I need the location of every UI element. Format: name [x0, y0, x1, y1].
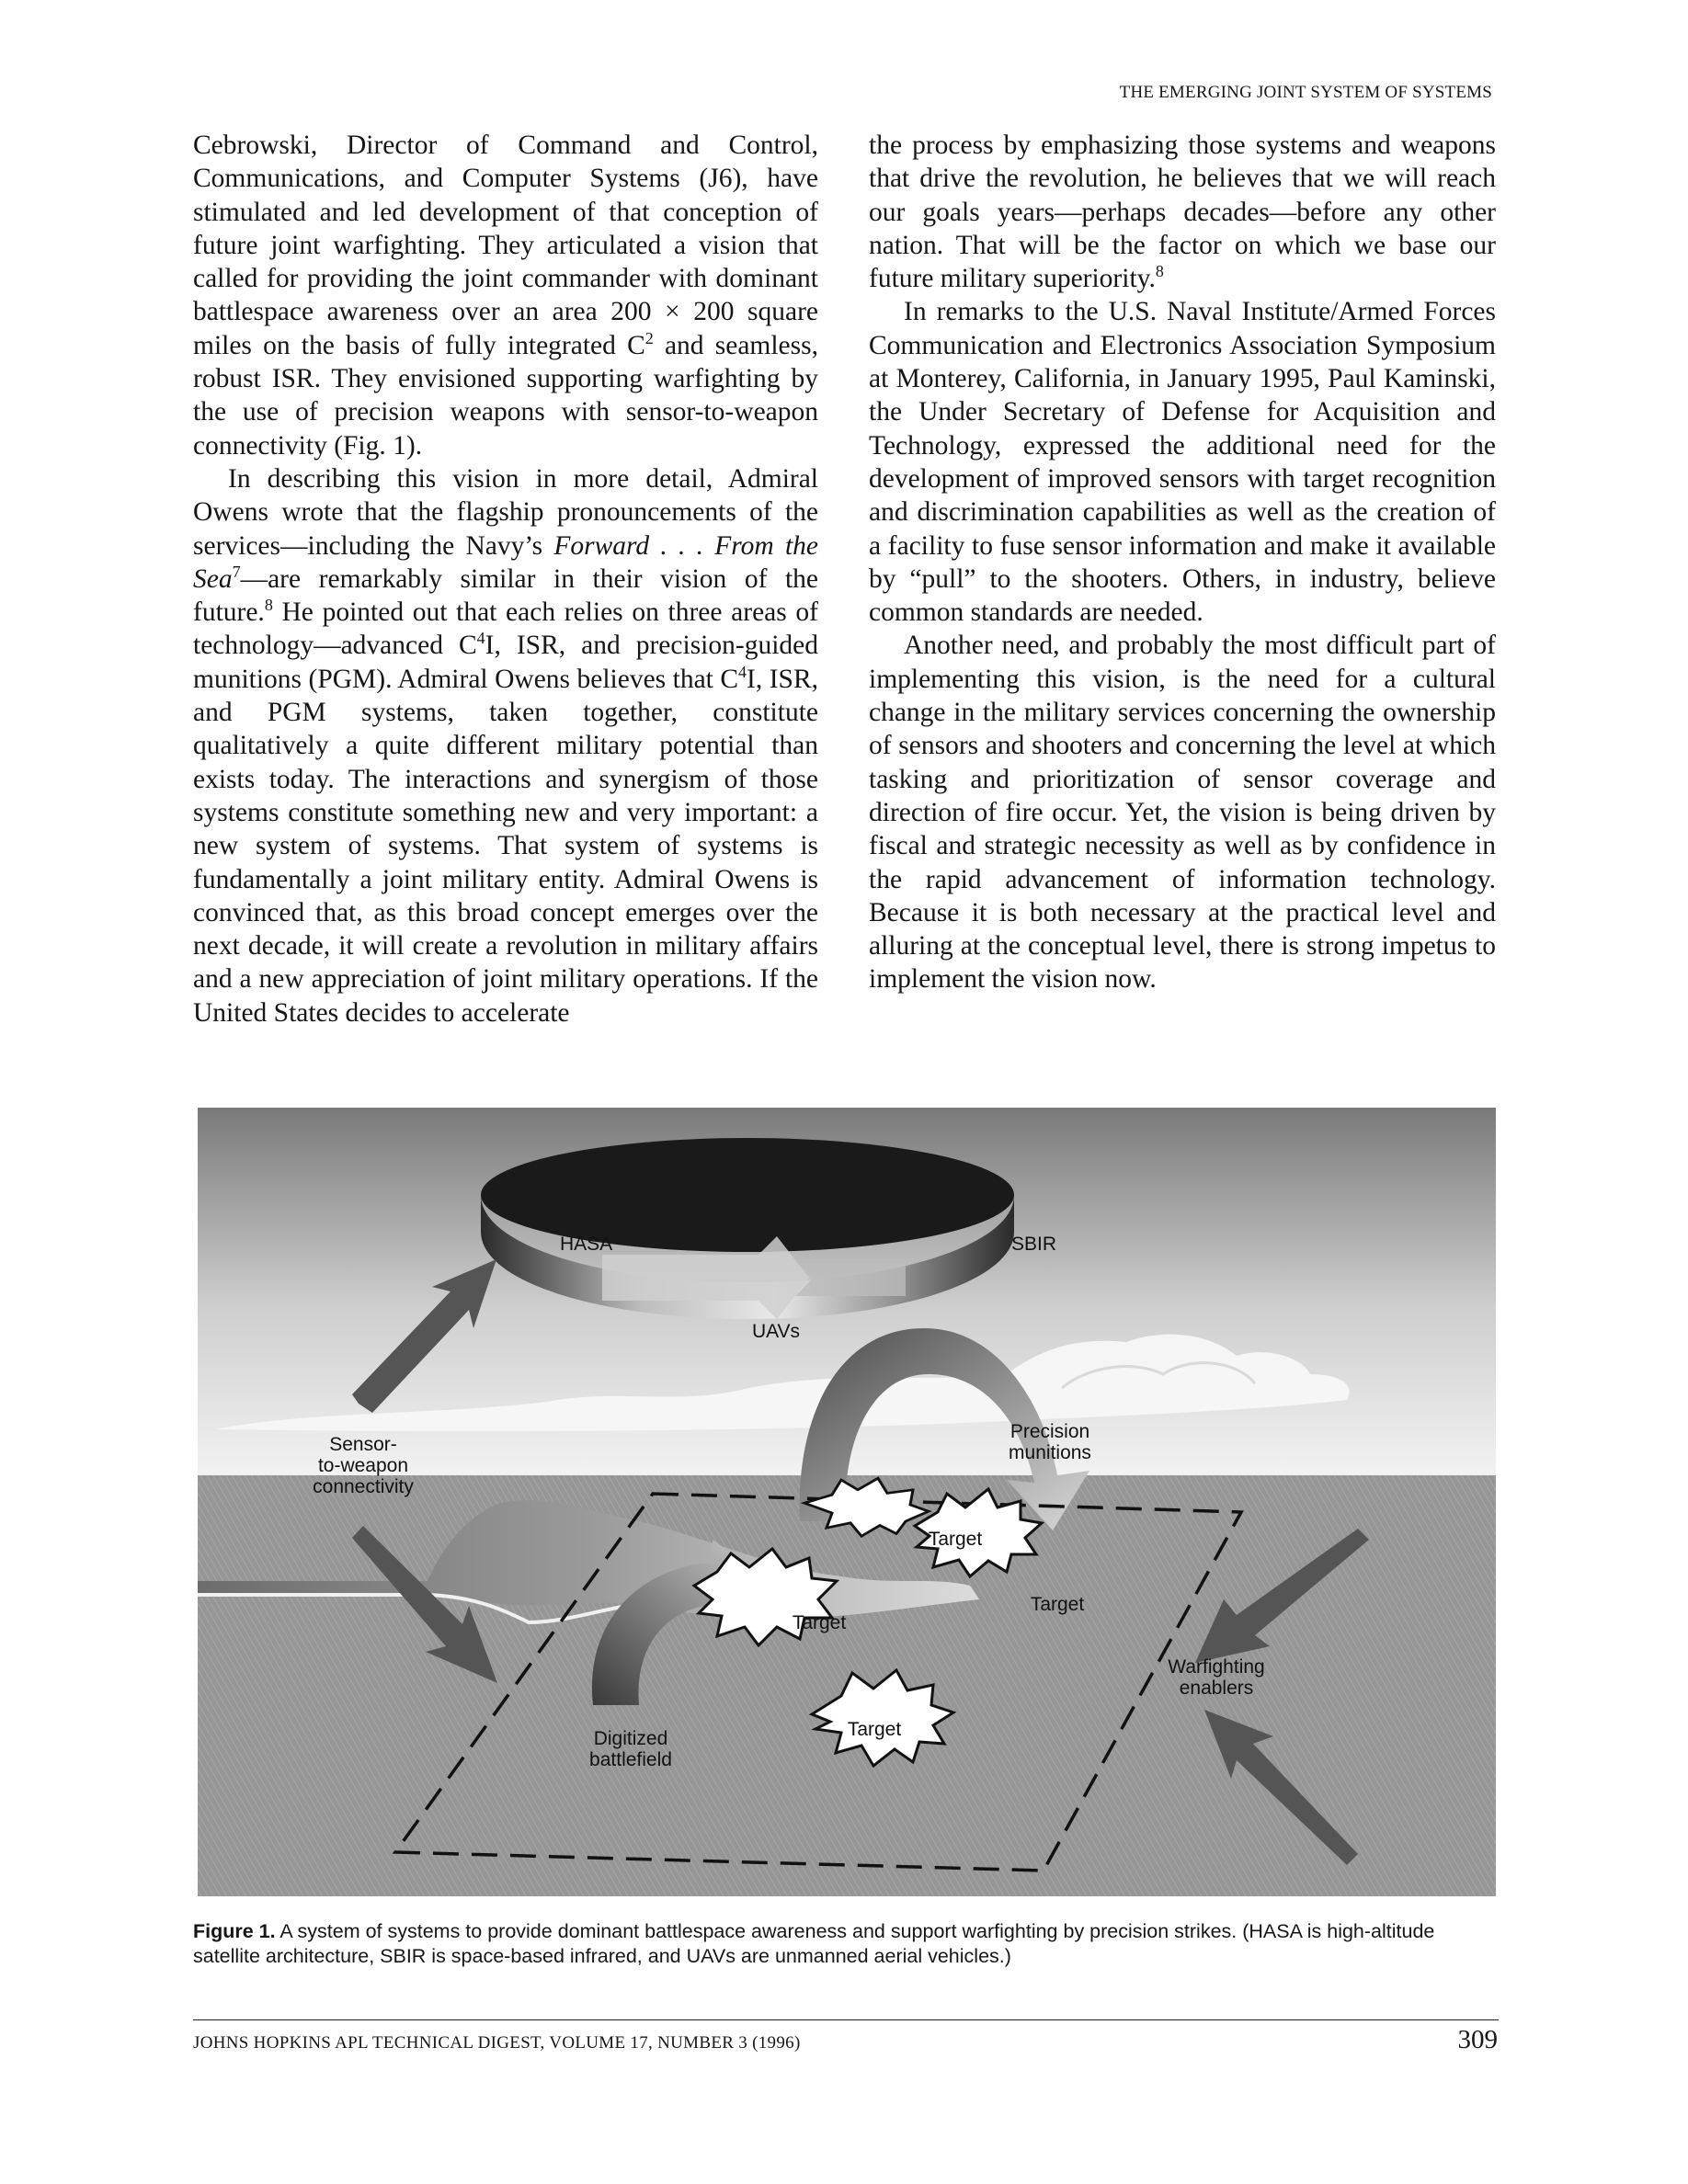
page-number: 309 — [1457, 2025, 1498, 2054]
label-precision-1: Precision — [1009, 1421, 1090, 1442]
label-warfighting-1: Warfighting — [1168, 1656, 1265, 1678]
right-paragraph-2: In remarks to the U.S. Naval Institute/Armed Forces Communication and Electronics Association Symposium at Monterey, California, in January 1995, Paul Kaminski, the Under Secretary of Defense for Acquisition and Technology, expressed the additional need for the development of improved sensors with target recognition and discrimination capabilities as well as the creation of a facility to fuse sensor information and make it available by “pull” to the shooters. Others, in industry, believe common standards are needed. — [869, 297, 1496, 628]
left-paragraph-1: Cebrowski, Director of Command and Control, Communications, and Computer Systems (J6), have stimulated and led development of that conception of future joint warfighting. They articulated a vision that called for providing the joint commander with dominant battlespace awareness over an area 200 × 200 square miles on the basis of fully integrated $C^2$ and seamless, robust ISR. They envisioned supporting warfighting by the use of precision weapons with sensor-to-weapon connectivity (Fig. 1). — [193, 131, 818, 461]
left-paragraph-2: In describing this vision in more detail, Admiral Owens wrote that the flagship pronouncements of the services—including the Navy’s Forward . . . From the Sea$^7$—are remarkably similar in their vision of the future.$^8$ He pointed out that each relies on three areas of technology—advanced $C^4I$, ISR, and precision-guided munitions (PGM). Admiral Owens believes that $C^4I$, ISR, and PGM systems, taken together, constitute qualitatively a quite different military potential than exists today. The interactions and synergism of those systems constitute something new and very important: a new system of systems. That system of systems is fundamentally a joint military entity. Admiral Owens is convinced that, as this broad concept emerges over the next decade, it will create a revolution in military affairs and a new appreciation of joint military operations. If the United States decides to accelerate — [193, 463, 819, 1028]
label-target-1: Target — [928, 1529, 983, 1550]
running-head: THE EMERGING JOINT SYSTEM OF SYSTEMS — [1119, 83, 1492, 102]
label-hasa: HASA — [560, 1234, 613, 1255]
label-target-4: Target — [847, 1719, 902, 1740]
label-target-2: Target — [1030, 1594, 1085, 1615]
left-column — [193, 129, 818, 1029]
label-precision-2: munitions — [1009, 1442, 1091, 1463]
label-target-3: Target — [792, 1612, 847, 1633]
right-column — [869, 129, 1496, 996]
label-digitized-1: Digitized — [593, 1728, 668, 1749]
footer-rule — [193, 2019, 1499, 2020]
label-sensor-1: Sensor- — [329, 1434, 397, 1455]
label-warfighting-2: enablers — [1179, 1678, 1254, 1699]
label-sensor-3: connectivity — [313, 1476, 414, 1497]
right-paragraph-1: the process by emphasizing those systems and weapons that drive the revolution, he believes that we will reach our goals years—perhaps decades—before any other nation. That will be the factor on which we base our future military superiority.$^8$ — [869, 131, 1496, 294]
sensor-loop-ring — [481, 1138, 1014, 1319]
footer-journal: JOHNS HOPKINS APL TECHNICAL DIGEST, VOLUME 17, NUMBER 3 (1996) — [193, 2033, 801, 2053]
figure-1 — [198, 1108, 1496, 1896]
label-sbir: SBIR — [1011, 1234, 1057, 1255]
right-paragraph-3: Another need, and probably the most difficult part of implementing this vision, is the need for a cultural change in the military services concerning the ownership of sensors and shooters and concerning the level at which tasking and prioritization of sensor coverage and direction of fire occur. Yet, the vision is being driven by fiscal and strategic necessity as well as by confidence in the rapid advancement of information technology. Because it is both necessary at the practical level and alluring at the conceptual level, there is strong impetus to implement the vision now. — [869, 631, 1496, 995]
label-uavs: UAVs — [751, 1321, 801, 1342]
label-sensor-2: to-weapon — [317, 1455, 409, 1476]
figure-caption — [193, 1919, 1499, 1969]
label-digitized-2: battlefield — [589, 1749, 672, 1770]
system-of-systems-illustration — [198, 1108, 1496, 1896]
caption-label: Figure 1. — [193, 1920, 276, 1942]
caption-text: A system of systems to provide dominant battlespace awareness and support warfighting by precision strikes. (HASA is high-altitude satellite architecture, SBIR is space-based infrared, and UAVs are unmanned aerial vehicles.) — [193, 1920, 1435, 1967]
